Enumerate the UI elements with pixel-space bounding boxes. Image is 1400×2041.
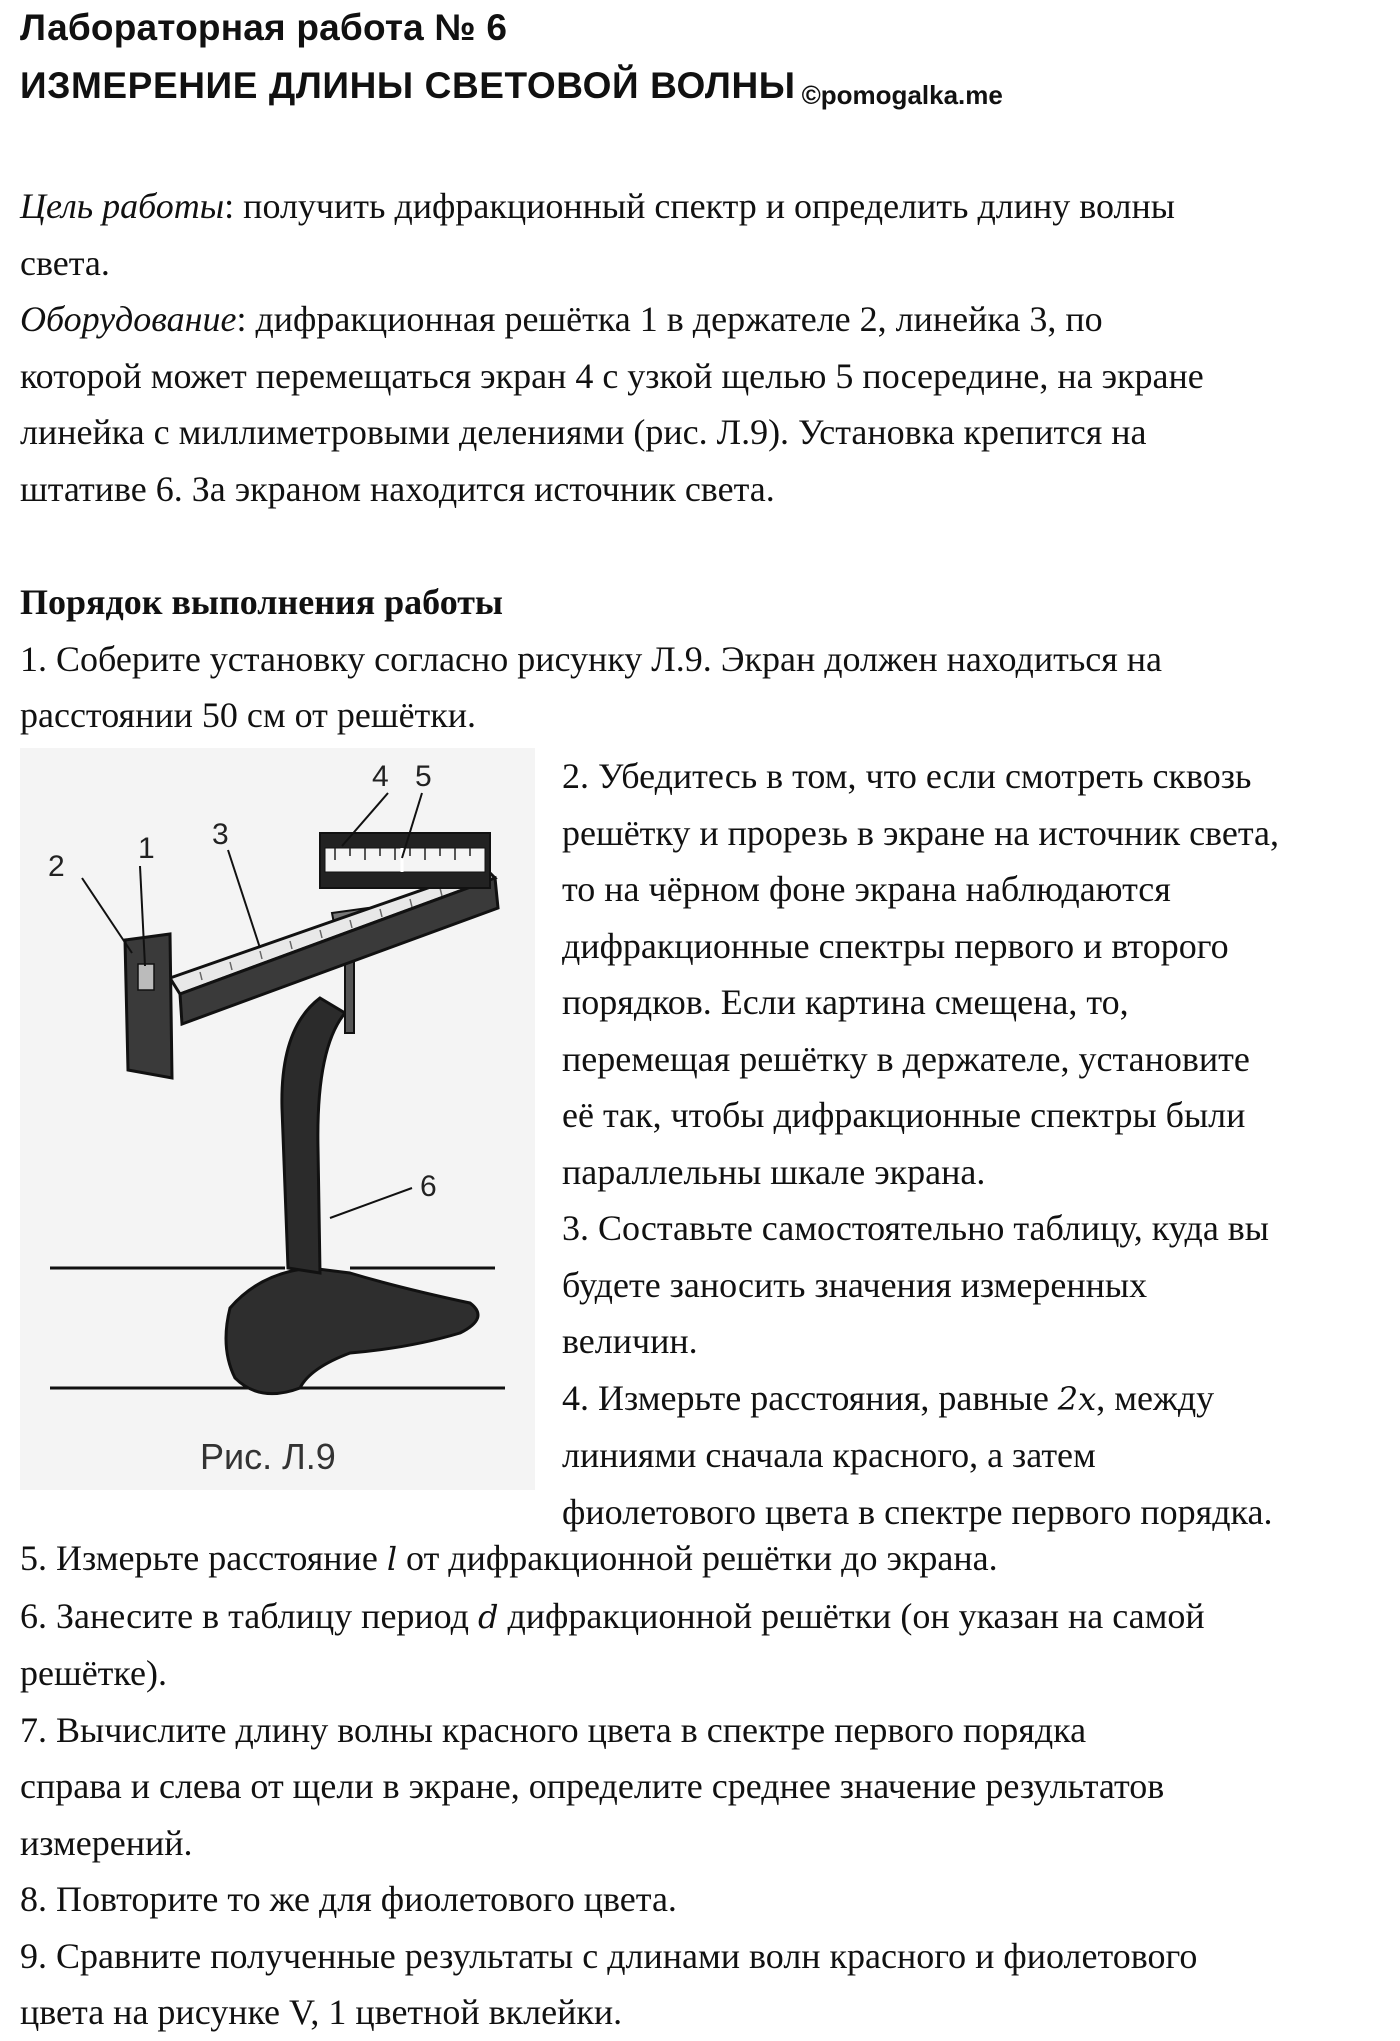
label-5: 5 <box>415 760 432 793</box>
apparatus-drawing <box>20 748 535 1490</box>
watermark: ©pomogalka.me <box>801 80 1003 110</box>
leader-6 <box>330 1188 412 1218</box>
step2-line-8: параллельны шкале экрана. <box>562 1151 986 1192</box>
step7-line-1: 7. Вычислите длину волны красного цвета в спектре первого порядка <box>20 1709 1087 1750</box>
goal-line-2: света. <box>20 242 110 283</box>
intro-section <box>20 178 1380 517</box>
step2-line-2: решётку и прорезь в экране на источник света, <box>562 812 1279 853</box>
final-steps <box>20 1530 1380 2041</box>
equipment-line-1: Оборудование: дифракционная решётка 1 в держателе 2, линейка 3, по <box>20 299 1103 339</box>
lab-subtitle <box>20 64 1003 117</box>
step7-line-3: измерений. <box>20 1822 193 1863</box>
figure-apparatus <box>20 748 535 1490</box>
stand-base <box>226 1268 478 1394</box>
var-l: l <box>386 1540 398 1578</box>
step2-line-7: её так, чтобы дифракционные спектры были <box>562 1095 1246 1135</box>
step9-line-1: 9. Сравните полученные результаты с длинами волн красного и фиолетового <box>20 1935 1198 1976</box>
label-3: 3 <box>212 818 229 851</box>
equipment-line-4: штативе 6. За экраном находится источник света. <box>20 468 775 509</box>
goal-label: Цель работы <box>20 186 225 226</box>
right-column-steps <box>562 748 1382 1540</box>
equipment-line-3: линейка с миллиметровыми делениями (рис. Л.9). Установка крепится на <box>20 412 1147 452</box>
step4-line-1: 4. Измерьте расстояния, равные 2x, между <box>562 1377 1215 1418</box>
label-4: 4 <box>372 760 389 793</box>
step3-line-1: 3. Составьте самостоятельно таблицу, куда вы <box>562 1208 1269 1248</box>
leader-2 <box>82 878 132 953</box>
step3-line-3: величин. <box>562 1321 698 1361</box>
goal-line-1: Цель работы: получить дифракционный спектр и определить длину волны <box>20 186 1175 226</box>
step2-line-1: 2. Убедитесь в том, что если смотреть сквозь <box>562 756 1252 796</box>
lab-title: Лабораторная работа № 6 <box>20 7 508 48</box>
label-1: 1 <box>138 832 155 865</box>
label-6: 6 <box>420 1170 437 1203</box>
step2-line-6: перемещая решётку в держателе, установите <box>562 1038 1250 1079</box>
step4-line-3: фиолетового цвета в спектре первого порядка. <box>562 1491 1273 1532</box>
procedure-section <box>20 574 1380 744</box>
var-d: d <box>477 1597 499 1636</box>
procedure-heading: Порядок выполнения работы <box>20 582 504 622</box>
step6-line-2: решётке). <box>20 1653 167 1693</box>
step1-line-2: расстоянии 50 см от решётки. <box>20 695 477 735</box>
leader-3 <box>228 850 260 948</box>
figure-caption: Рис. Л.9 <box>200 1436 336 1477</box>
equipment-label: Оборудование <box>20 299 237 339</box>
equipment-line-2: которой может перемещаться экран 4 с узкой щелью 5 посередине, на экране <box>20 355 1204 396</box>
stand-column <box>282 998 345 1273</box>
lab-subtitle-text: ИЗМЕРЕНИЕ ДЛИНЫ СВЕТОВОЙ ВОЛНЫ <box>20 65 796 106</box>
step4-line-2: линиями сначала красного, а затем <box>562 1435 1096 1475</box>
step2-line-5: порядков. Если картина смещена, то, <box>562 982 1129 1022</box>
step6-line-1: 6. Занесите в таблицу период d дифракционной решётки (он указан на самой <box>20 1595 1205 1636</box>
step5-line: 5. Измерьте расстояние l от дифракционной решётки до экрана. <box>20 1538 998 1578</box>
step8-line: 8. Повторите то же для фиолетового цвета. <box>20 1879 677 1919</box>
var-2x: 2x <box>1057 1379 1097 1418</box>
grating <box>138 964 154 990</box>
step2-line-4: дифракционные спектры первого и второго <box>562 925 1229 966</box>
label-2: 2 <box>48 850 65 883</box>
step7-line-2: справа и слева от щели в экране, определите среднее значение результатов <box>20 1766 1165 1806</box>
step9-line-2: цвета на рисунке V, 1 цветной вклейки. <box>20 1992 623 2032</box>
step1-line-1: 1. Соберите установку согласно рисунку Л.9. Экран должен находиться на <box>20 638 1163 679</box>
step3-line-2: будете заносить значения измеренных <box>562 1264 1148 1305</box>
ruler-side <box>180 878 498 1024</box>
grating-holder <box>125 934 172 1078</box>
step2-line-3: то на чёрном фоне экрана наблюдаются <box>562 869 1171 909</box>
